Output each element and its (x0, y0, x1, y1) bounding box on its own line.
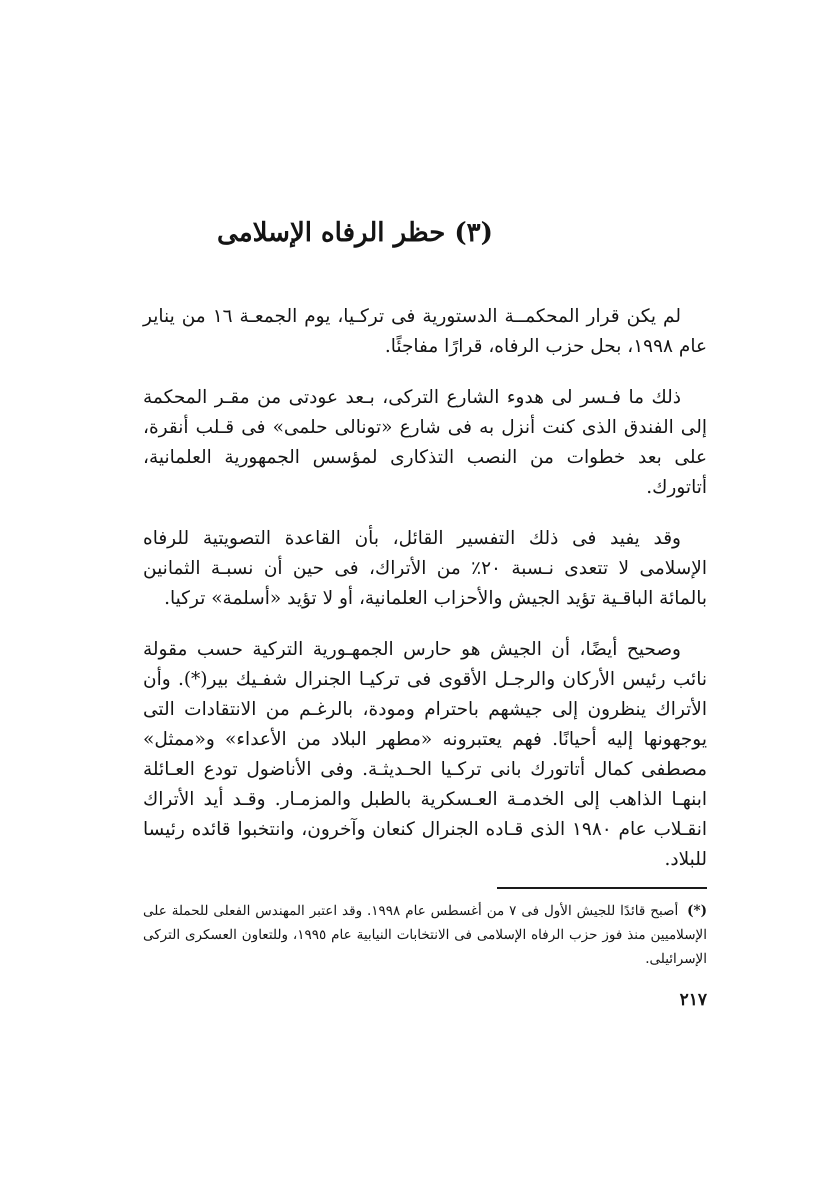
footnote-text: أصبح قائدًا للجيش الأول فى ٧ من أغسطس عام ١٩٩٨. وقد اعتبر المهندس الفعلى للحملة على الإسلاميين منذ فوز حزب الرفاه الإسلامى فى الانتخابات النيابية عام ١٩٩٥، وللتعاون العسكرى التركى الإسرائيلى. (143, 903, 707, 967)
footnote (143, 899, 707, 971)
paragraph-1: لم يكن قرار المحكمــة الدستورية فى تركـيا، يوم الجمعـة ١٦ من يناير عام ١٩٩٨، بحل حزب الرفاه، قرارًا مفاجئًا. (143, 306, 707, 357)
paragraph-3: وقد يفيد فى ذلك التفسير القائل، بأن القاعدة التصويتية للرفاه الإسلامى لا تتعدى نـسبة ٢٠٪ من الأتراك، فى حين أن نسبـة الثمانين بالمائة الباقـية تؤيد الجيش والأحزاب العلمانية، أو لا تؤيد «أسلمة» تركيا. (143, 528, 707, 609)
body-text (143, 302, 707, 896)
footnote-divider (497, 887, 707, 889)
paragraph-4: وصحيح أيضًا، أن الجيش هو حارس الجمهـورية التركية حسب مقولة نائب رئيس الأركان والرجـل الأقوى فى تركيـا الجنرال شفـيك بير(*). وأن الأتراك ينظرون إلى جيشهم باحترام ومودة، بالرغـم من الانتقادات التى يوجهونها إليه أحيانًا. فهم يعتبرونه «مطهر البلاد من الأعداء» و«ممثل» مصطفى كمال أتاتورك بانى تركـيا الحـديثـة. وفى الأناضول تودع العـائلة ابنهـا الذاهب إلى الخدمـة العـسكرية بالطبل والمزمـار. وقـد أيد الأتراك انقـلاب عام ١٩٨٠ الذى قـاده الجنرال كنعان وآخرون، وانتخبوا قائده رئيسا للبلاد. (143, 639, 707, 870)
page-number: ٢١٧ (679, 990, 707, 1010)
paragraph-2: ذلك ما فـسر لى هدوء الشارع التركى، بـعد عودتى من مقـر المحكمة إلى الفندق الذى كنت أنزل به فى شارع «تونالى حلمى» فى قـلب أنقرة، على بعد خطوات من النصب التذكارى لمؤسس الجمهورية العلمانية، أتاتورك. (143, 387, 707, 498)
footnote-marker: (*) (687, 903, 707, 919)
chapter-title: (٣) حظر الرفاه الإسلامى (217, 218, 493, 248)
